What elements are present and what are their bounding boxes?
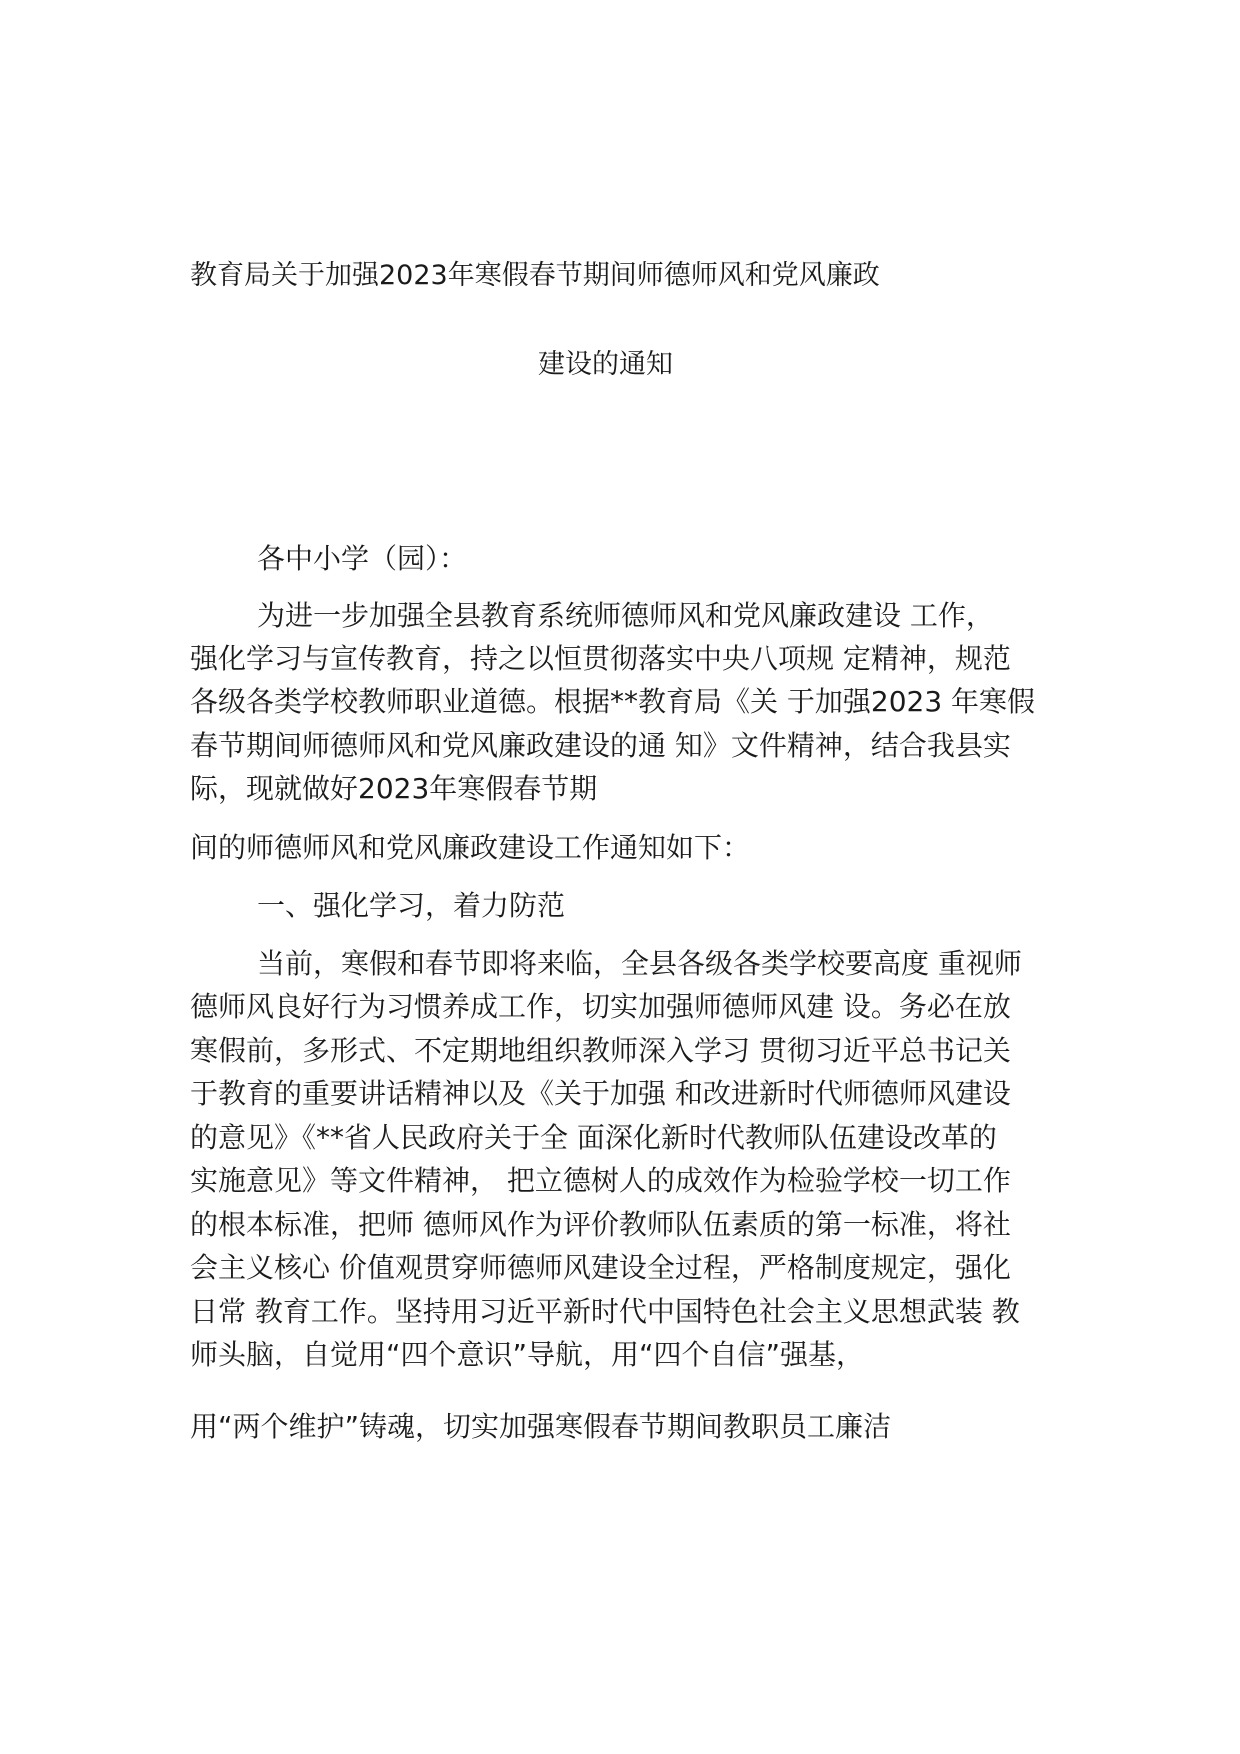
paragraph-line: 当前，寒假和春节即将来临，全县各级各类学校要高度 重视师 bbox=[257, 947, 1022, 980]
paragraph-line: 用“两个维护”铸魂，切实加强寒假春节期间教职员工廉洁 bbox=[190, 1410, 892, 1443]
paragraph-line: 会主义核心 价值观贯穿师德师风建设全过程，严格制度规定，强化 bbox=[190, 1251, 1011, 1284]
document-title-line-2: 建设的通知 bbox=[538, 349, 673, 380]
document-title-line-1: 教育局关于加强2023年寒假春节期间师德师风和党风廉政 bbox=[190, 260, 880, 291]
paragraph-line: 于教育的重要讲话精神以及《关于加强 和改进新时代师德师风建设 bbox=[190, 1077, 1011, 1110]
paragraph-line: 为进一步加强全县教育系统师德师风和党风廉政建设 工作， bbox=[257, 599, 994, 632]
section-heading: 一、强化学习，着力防范 bbox=[257, 889, 566, 922]
salutation: 各中小学（园）： bbox=[257, 542, 468, 575]
paragraph-line: 强化学习与宣传教育，持之以恒贯彻落实中央八项规 定精神，规范 bbox=[190, 642, 1011, 675]
paragraph-line: 实施意见》等文件精神， 把立德树人的成效作为检验学校一切工作 bbox=[190, 1164, 1011, 1197]
paragraph-line: 日常 教育工作。坚持用习近平新时代中国特色社会主义思想武装 教 bbox=[190, 1295, 1020, 1328]
paragraph-line: 春节期间师德师风和党风廉政建设的通 知》文件精神，结合我县实 bbox=[190, 729, 1011, 762]
paragraph-line: 际，现就做好2023年寒假春节期 bbox=[190, 772, 598, 805]
paragraph-line: 间的师德师风和党风廉政建设工作通知如下： bbox=[190, 831, 751, 864]
paragraph-line: 寒假前，多形式、不定期地组织教师深入学习 贯彻习近平总书记关 bbox=[190, 1034, 1011, 1067]
paragraph-line: 师头脑，自觉用“四个意识”导航，用“四个自信”强基， bbox=[190, 1338, 865, 1371]
paragraph-line: 各级各类学校教师职业道德。根据**教育局《关 于加强2023 年寒假 bbox=[190, 685, 1036, 718]
paragraph-line: 德师风良好行为习惯养成工作，切实加强师德师风建 设。务必在放 bbox=[190, 990, 1011, 1023]
paragraph-line: 的意见》《**省人民政府关于全 面深化新时代教师队伍建设改革的 bbox=[190, 1121, 997, 1154]
paragraph-line: 的根本标准，把师 德师风作为评价教师队伍素质的第一标准，将社 bbox=[190, 1208, 1011, 1241]
